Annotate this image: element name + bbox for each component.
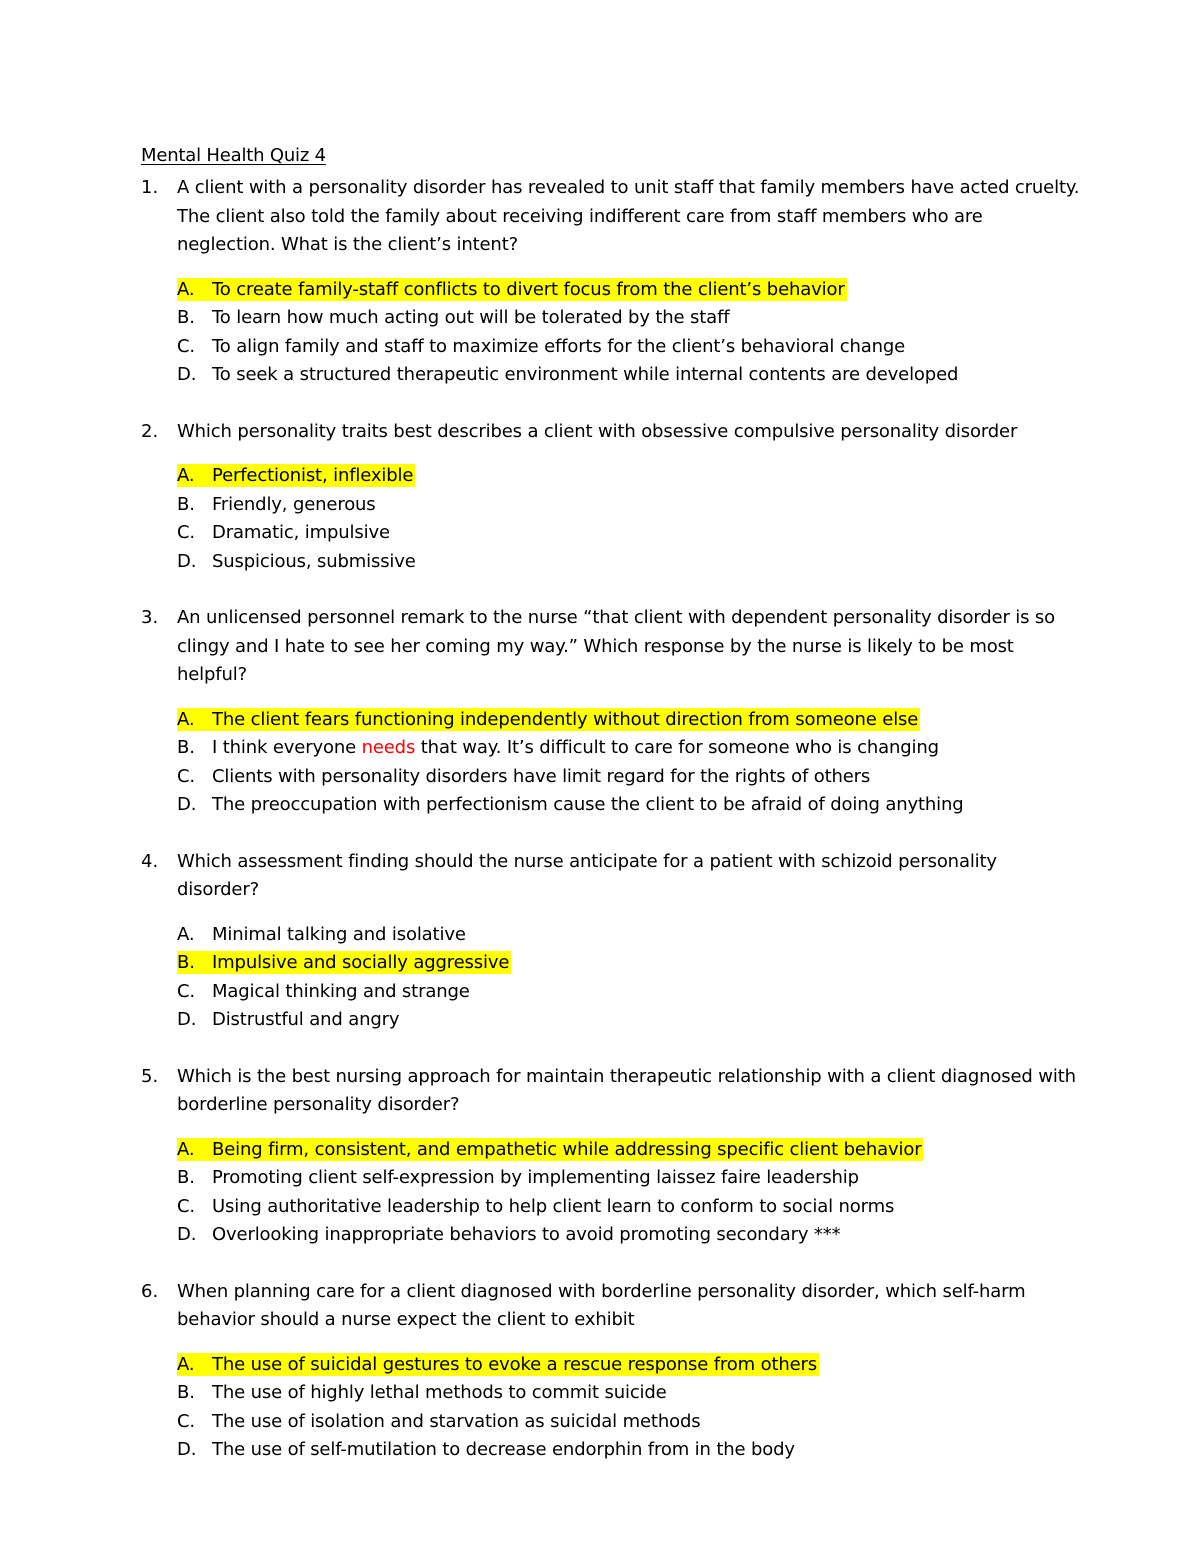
option-a xyxy=(177,1351,1081,1380)
option-text: Distrustful and angry xyxy=(212,1009,400,1030)
option-letter: A. xyxy=(177,708,195,730)
option-letter: C. xyxy=(177,1195,195,1217)
option-text: To create family-staff conflicts to divert focus from the client’s behavior xyxy=(212,278,845,300)
question-2 xyxy=(141,418,1081,577)
option-text: Minimal talking and isolative xyxy=(212,923,466,945)
question-text: Which assessment finding should the nurse anticipate for a patient with schizoid personality disorder? xyxy=(177,850,997,900)
option-c xyxy=(177,1408,1081,1437)
option-a xyxy=(177,462,1081,491)
option-c xyxy=(177,978,1081,1007)
option-letter: A. xyxy=(177,1138,195,1160)
option-a xyxy=(177,921,1081,950)
red-word: needs xyxy=(361,737,416,758)
question-5 xyxy=(141,1063,1081,1250)
option-text: Friendly, generous xyxy=(212,493,376,515)
option-letter: C. xyxy=(177,1410,195,1432)
answer-options xyxy=(177,276,1081,390)
question-text: A client with a personality disorder has revealed to unit staff that family members have acted cruelty. The client also told the family about receiving indifferent care from staff members who are neglection. What is the client’s intent? xyxy=(177,177,1080,255)
option-a xyxy=(177,276,1081,305)
question-number: 4. xyxy=(141,850,159,872)
option-letter: D. xyxy=(177,794,197,815)
option-letter: D. xyxy=(177,1224,197,1245)
option-letter: A. xyxy=(177,278,195,300)
question-1 xyxy=(141,174,1081,390)
answer-highlight xyxy=(177,951,511,974)
option-letter: B. xyxy=(177,1382,195,1403)
answer-options xyxy=(177,921,1081,1035)
option-d xyxy=(177,1221,1081,1250)
option-letter: D. xyxy=(177,1009,197,1030)
option-b xyxy=(177,949,1081,978)
option-text: Magical thinking and strange xyxy=(212,980,470,1002)
option-letter: D. xyxy=(177,550,197,572)
answer-highlight xyxy=(177,708,920,731)
option-letter: C. xyxy=(177,522,195,543)
option-text: To learn how much acting out will be tolerated by the staff xyxy=(212,307,730,328)
option-text: The use of suicidal gestures to evoke a rescue response from others xyxy=(212,1353,818,1375)
option-c xyxy=(177,763,1081,792)
option-letter: D. xyxy=(177,1439,197,1460)
answer-highlight xyxy=(177,278,847,301)
question-number: 2. xyxy=(141,420,159,442)
option-b xyxy=(177,304,1081,333)
option-text: Impulsive and socially aggressive xyxy=(212,952,510,973)
option-a xyxy=(177,1136,1081,1165)
question-text: An unlicensed personnel remark to the nurse “that client with dependent personality disorder is so clingy and I hate to see her coming my way.” Which response by the nurse is likely to be most helpful? xyxy=(177,607,1056,685)
question-text: When planning care for a client diagnosed with borderline personality disorder, which self-harm behavior should a nurse expect the client to exhibit xyxy=(177,1280,1026,1330)
option-d xyxy=(177,1006,1081,1035)
question-number: 6. xyxy=(141,1280,159,1302)
question-text: Which personality traits best describes a client with obsessive compulsive personality disorder xyxy=(177,420,1018,442)
option-text: The use of highly lethal methods to commit suicide xyxy=(212,1382,667,1403)
option-letter: B. xyxy=(177,952,195,973)
option-c xyxy=(177,519,1081,548)
option-b xyxy=(177,1379,1081,1408)
option-text: Using authoritative leadership to help client learn to conform to social norms xyxy=(212,1195,895,1217)
question-number: 3. xyxy=(141,607,159,628)
option-text: Dramatic, impulsive xyxy=(212,522,390,543)
option-letter: A. xyxy=(177,1353,195,1375)
option-text-after: that way. It’s difficult to care for someone who is changing xyxy=(415,737,939,758)
option-letter: D. xyxy=(177,364,197,385)
option-c xyxy=(177,1193,1081,1222)
question-6 xyxy=(141,1278,1081,1465)
option-letter: C. xyxy=(177,980,195,1002)
answer-options xyxy=(177,462,1081,576)
option-letter: C. xyxy=(177,335,195,357)
option-text: Being firm, consistent, and empathetic while addressing specific client behavior xyxy=(212,1138,922,1160)
option-b xyxy=(177,734,1081,763)
option-letter: B. xyxy=(177,307,195,328)
option-text: The use of isolation and starvation as suicidal methods xyxy=(212,1410,701,1432)
document-page xyxy=(141,142,1081,1493)
question-number: 1. xyxy=(141,177,159,198)
option-a xyxy=(177,706,1081,735)
option-letter: B. xyxy=(177,493,195,515)
option-b xyxy=(177,491,1081,520)
option-letter: A. xyxy=(177,465,195,486)
option-text: To align family and staff to maximize efforts for the client’s behavioral change xyxy=(212,335,906,357)
option-d xyxy=(177,361,1081,390)
answer-highlight xyxy=(177,1138,923,1161)
answer-options xyxy=(177,706,1081,820)
option-c xyxy=(177,333,1081,362)
option-text: Clients with personality disorders have limit regard for the rights of others xyxy=(212,765,871,787)
question-3 xyxy=(141,604,1081,820)
question-text: Which is the best nursing approach for maintain therapeutic relationship with a client diagnosed with borderline personality disorder? xyxy=(177,1065,1076,1115)
question-number: 5. xyxy=(141,1065,159,1087)
answer-highlight xyxy=(177,1353,819,1376)
option-letter: A. xyxy=(177,923,195,945)
option-b xyxy=(177,1164,1081,1193)
option-text: Suspicious, submissive xyxy=(212,550,416,572)
option-text: To seek a structured therapeutic environment while internal contents are developed xyxy=(212,364,959,385)
option-text: Perfectionist, inflexible xyxy=(212,465,414,486)
document-title: Mental Health Quiz 4 xyxy=(141,145,326,166)
option-text: The client fears functioning independently without direction from someone else xyxy=(212,708,919,730)
option-text: The use of self-mutilation to decrease endorphin from in the body xyxy=(212,1439,795,1460)
option-letter: B. xyxy=(177,1167,195,1188)
option-letter: B. xyxy=(177,737,195,758)
option-d xyxy=(177,1436,1081,1465)
option-text-before: I think everyone xyxy=(212,737,362,758)
question-4 xyxy=(141,848,1081,1035)
option-d xyxy=(177,791,1081,820)
option-d xyxy=(177,548,1081,577)
answer-options xyxy=(177,1136,1081,1250)
option-text: Promoting client self-expression by implementing laissez faire leadership xyxy=(212,1167,859,1188)
option-text: Overlooking inappropriate behaviors to avoid promoting secondary *** xyxy=(212,1224,841,1245)
answer-highlight xyxy=(177,464,415,487)
option-letter: C. xyxy=(177,765,195,787)
option-text: The preoccupation with perfectionism cause the client to be afraid of doing anything xyxy=(212,794,964,815)
answer-options xyxy=(177,1351,1081,1465)
